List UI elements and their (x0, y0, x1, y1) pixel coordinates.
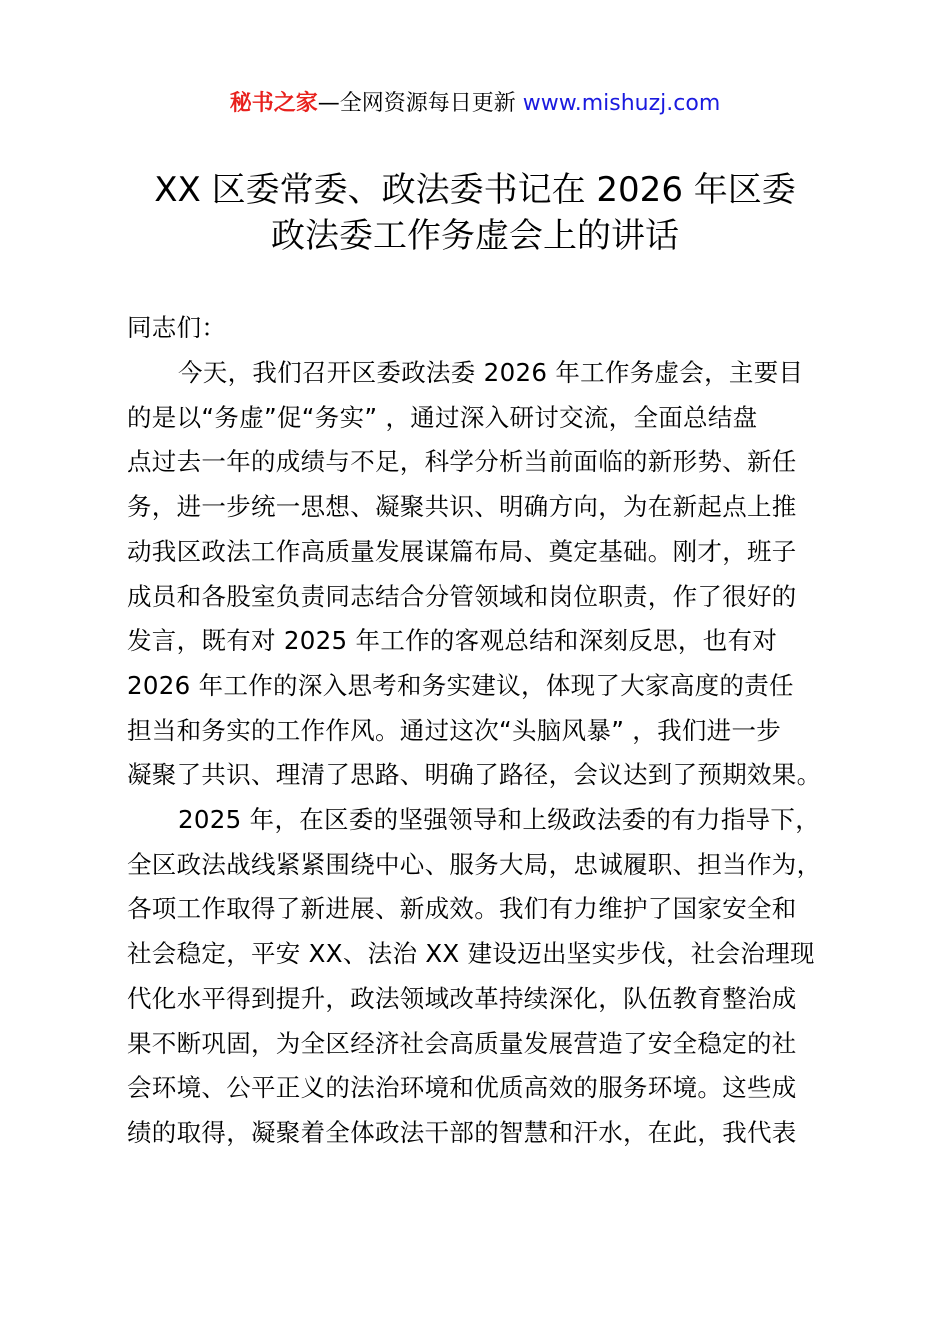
banner-brand: 秘书之家 (229, 91, 318, 116)
paragraph-2-line: 果不断巩固，为全区经济社会高质量发展营造了安全稳定的社 (127, 1028, 797, 1058)
paragraph-1-line: 担当和务实的工作作风。通过这次“头脑风暴” ，我们进一步 (127, 715, 782, 745)
document-title-line-1: XX 区委常委、政法委书记在 2026 年区委 (154, 170, 796, 210)
paragraph-1-line: 成员和各股室负责同志结合分管领域和岗位职责，作了很好的 (127, 581, 797, 611)
paragraph-1-line: 发言，既有对 2025 年工作的客观总结和深刻反思，也有对 (127, 626, 778, 656)
paragraph-1-line: 今天，我们召开区委政法委 2026 年工作务虚会，主要目 (178, 358, 804, 387)
paragraph-2-line: 会环境、公平正义的法治环境和优质高效的服务环境。这些成 (127, 1073, 797, 1103)
banner-url[interactable]: www.mishuzj.com (522, 91, 721, 116)
paragraph-2-line: 各项工作取得了新进展、新成效。我们有力维护了国家安全和 (127, 894, 797, 924)
site-banner (0, 88, 950, 120)
salutation: 同志们： (127, 313, 227, 342)
paragraph-1-line: 点过去一年的成绩与不足，科学分析当前面临的新形势、新任 (127, 447, 797, 477)
paragraph-1-line: 的是以“务虚”促“务实” ，通过深入研讨交流，全面总结盘 (127, 402, 758, 432)
paragraph-1-line: 凝聚了共识、理清了思路、明确了路径，会议达到了预期效果。 (127, 760, 822, 790)
paragraph-1-line: 务，进一步统一思想、凝聚共识、明确方向，为在新起点上推 (127, 492, 797, 522)
paragraph-2-line: 绩的取得，凝聚着全体政法干部的智慧和汗水，在此，我代表 (127, 1117, 797, 1147)
banner-slogan: —全网资源每日更新 (317, 91, 523, 116)
paragraph-2-line: 全区政法战线紧紧围绕中心、服务大局，忠诚履职、担当作为， (127, 849, 822, 879)
paragraph-2-line: 代化水平得到提升，政法领域改革持续深化，队伍教育整治成 (127, 983, 797, 1013)
document-title-line-2: 政法委工作务虚会上的讲话 (271, 216, 679, 256)
paragraph-2-line: 2025 年，在区委的坚强领导和上级政法委的有力指导下， (178, 805, 821, 834)
paragraph-1-line: 动我区政法工作高质量发展谋篇布局、奠定基础。刚才，班子 (127, 536, 797, 566)
paragraph-2-line: 社会稳定，平安 XX、法治 XX 建设迈出坚实步伐，社会治理现 (127, 939, 815, 969)
paragraph-1-line: 2026 年工作的深入思考和务实建议，体现了大家高度的责任 (127, 670, 794, 700)
